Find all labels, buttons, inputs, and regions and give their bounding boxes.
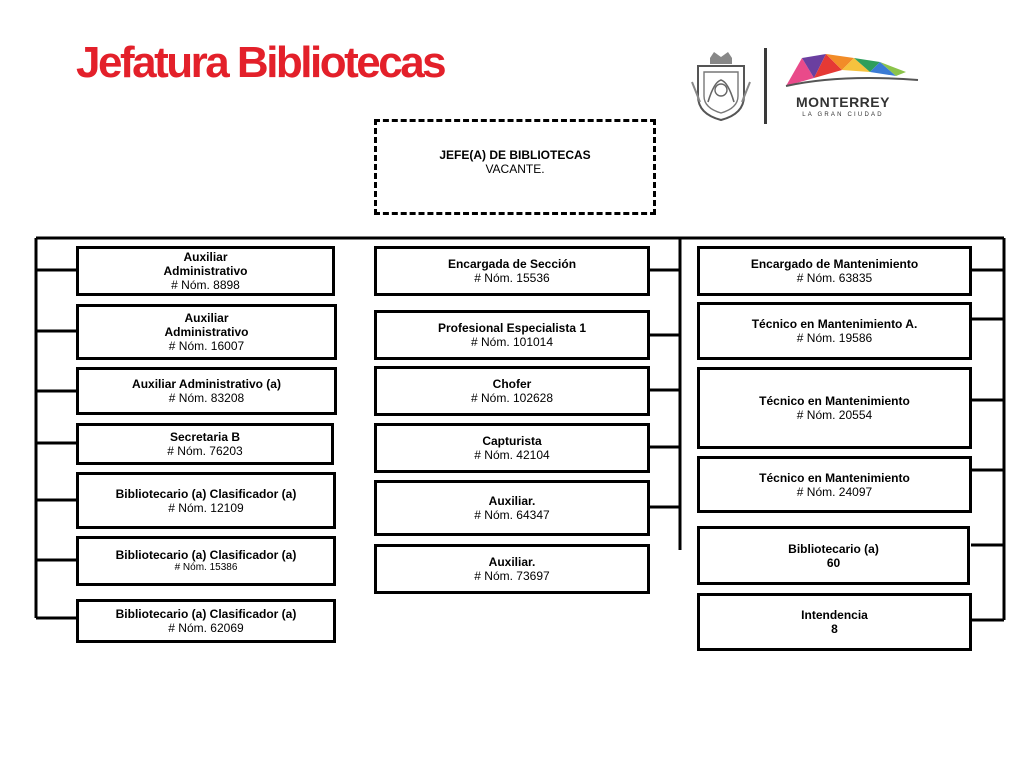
position-number: # Nóm. 42104 bbox=[474, 448, 550, 462]
left-position-5 bbox=[76, 472, 336, 529]
position-number: # Nóm. 102628 bbox=[470, 391, 554, 405]
position-role: Bibliotecario (a) Clasificador (a) bbox=[115, 548, 297, 562]
position-number: # Nóm. 8898 bbox=[171, 278, 240, 292]
position-role: Capturista bbox=[482, 434, 542, 448]
left-position-3 bbox=[76, 367, 337, 415]
position-number: # Nóm. 16007 bbox=[168, 339, 245, 353]
position-role: Chofer bbox=[492, 377, 532, 391]
position-number: # Nóm. 83208 bbox=[168, 391, 245, 405]
right-position-1 bbox=[697, 246, 972, 296]
center-position-1 bbox=[374, 246, 650, 296]
head-status: VACANTE. bbox=[485, 162, 545, 176]
position-number: # Nóm. 20554 bbox=[796, 408, 873, 422]
right-position-3 bbox=[697, 367, 972, 449]
position-role: Auxiliar bbox=[183, 250, 228, 264]
left-position-2 bbox=[76, 304, 337, 360]
position-role: Bibliotecario (a) Clasificador (a) bbox=[115, 486, 297, 501]
left-position-7 bbox=[76, 599, 336, 643]
position-role: Encargada de Sección bbox=[447, 257, 577, 271]
position-number: # Nóm. 101014 bbox=[470, 335, 554, 349]
position-number: # Nóm. 19586 bbox=[796, 331, 873, 345]
position-role: Bibliotecario (a) Clasificador (a) bbox=[115, 607, 297, 621]
position-role: Secretaria B bbox=[169, 430, 241, 444]
center-position-6 bbox=[374, 544, 650, 594]
center-position-5 bbox=[374, 480, 650, 536]
position-role: Bibliotecario (a) bbox=[788, 541, 879, 556]
logo-wordmark: MONTERREY bbox=[796, 94, 890, 110]
head-role: JEFE(A) DE BIBLIOTECAS bbox=[439, 148, 591, 162]
right-position-5 bbox=[697, 526, 970, 585]
position-role: Técnico en Mantenimiento A. bbox=[751, 317, 918, 331]
center-position-4 bbox=[374, 423, 650, 473]
center-position-3 bbox=[374, 366, 650, 416]
position-number: # Nóm. 76203 bbox=[167, 444, 243, 458]
position-count: 8 bbox=[831, 622, 838, 636]
position-role: Auxiliar bbox=[184, 311, 229, 325]
position-role-line2: Administrativo bbox=[164, 325, 249, 339]
left-position-1 bbox=[76, 246, 335, 296]
position-number: # Nóm. 15536 bbox=[474, 271, 550, 285]
position-count: 60 bbox=[826, 555, 841, 570]
right-position-6 bbox=[697, 593, 972, 651]
position-number: # Nóm. 63835 bbox=[796, 271, 873, 285]
center-position-2 bbox=[374, 310, 650, 360]
position-role: Auxiliar. bbox=[488, 555, 536, 569]
position-role-line2: Administrativo bbox=[163, 264, 248, 278]
logo-tagline: LA GRAN CIUDAD bbox=[802, 112, 884, 118]
right-position-2 bbox=[697, 302, 972, 360]
left-position-6 bbox=[76, 536, 336, 586]
right-position-4 bbox=[697, 456, 972, 513]
position-number: # Nóm. 12109 bbox=[168, 500, 244, 515]
position-role: Auxiliar Administrativo (a) bbox=[132, 377, 281, 391]
head-position-box bbox=[374, 119, 656, 215]
position-number: # Nóm. 62069 bbox=[168, 621, 244, 635]
position-role: Intendencia bbox=[801, 608, 868, 622]
position-number: # Nóm. 15386 bbox=[174, 562, 238, 573]
position-number: # Nóm. 24097 bbox=[796, 484, 873, 499]
position-role: Técnico en Mantenimiento bbox=[759, 394, 910, 408]
position-number: # Nóm. 64347 bbox=[474, 508, 550, 522]
position-number: # Nóm. 73697 bbox=[474, 569, 550, 583]
page-title: Jefatura Bibliotecas bbox=[76, 38, 445, 87]
position-role: Técnico en Mantenimiento bbox=[759, 470, 910, 485]
position-role: Profesional Especialista 1 bbox=[437, 321, 587, 335]
left-position-4 bbox=[76, 423, 334, 465]
position-role: Auxiliar. bbox=[488, 494, 536, 508]
position-role: Encargado de Mantenimiento bbox=[750, 257, 919, 271]
